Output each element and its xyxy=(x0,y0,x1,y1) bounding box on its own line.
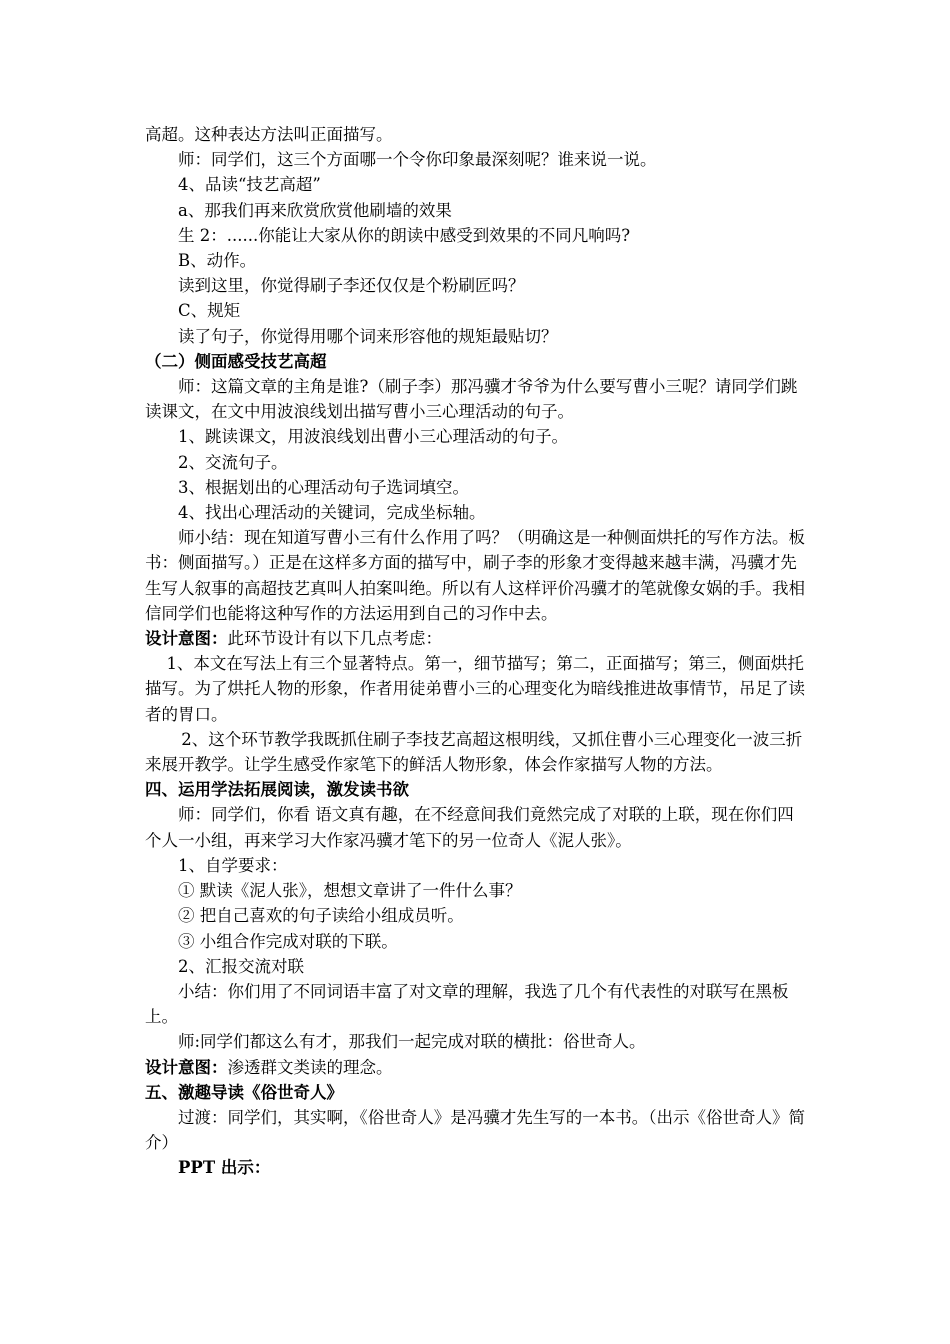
paragraph xyxy=(145,223,810,248)
paragraph xyxy=(145,248,810,273)
paragraph xyxy=(145,198,810,223)
paragraph-text: 五、激趣导读《俗世奇人》 xyxy=(145,1082,343,1102)
paragraph xyxy=(145,878,810,903)
paragraph-text: 2、交流句子。 xyxy=(178,452,288,472)
paragraph-text: 4、品读“技艺高超” xyxy=(178,175,321,195)
paragraph xyxy=(145,1029,810,1054)
paragraph xyxy=(145,450,810,475)
paragraph xyxy=(145,147,810,172)
paragraph-text: 高超。这种表达方法叫正面描写。 xyxy=(145,125,393,144)
paragraph-text: ① 默读《泥人张》，想想文章讲了一件什么事？ xyxy=(178,881,522,901)
paragraph xyxy=(145,626,810,651)
design-intent-label: 设计意图： xyxy=(145,629,228,649)
paragraph-text: PPT 出示： xyxy=(178,1158,271,1178)
paragraph-text: 师小结：现在知道写曹小三有什么作用了吗？（明确这是一种侧面烘托的写作方法。板书：侧面描写。）正是在这样多方面的描写中，刷子李的形象才变得越来越丰满，冯骥才先生写人叙事的高超技艺真叫人拍案叫绝。所以有人这样评价冯骥才的笔就像女娲的手。我相信同学们也能将这种写作的方法运用到自己的习作中去。 xyxy=(145,528,805,623)
paragraph-text: 过渡：同学们，其实啊，《俗世奇人》是冯骥才先生写的一本书。（出示《俗世奇人》简介） xyxy=(145,1107,805,1153)
paragraph-text: 渗透群文类读的理念。 xyxy=(227,1057,393,1077)
paragraph-text: （二）侧面感受技艺高超 xyxy=(145,351,327,371)
paragraph xyxy=(145,374,810,424)
section-heading xyxy=(145,777,810,802)
paragraph-text: 读了句子，你觉得用哪个词来形容他的规矩最贴切？ xyxy=(178,326,558,346)
paragraph-text: 师:同学们都这么有才，那我们一起完成对联的横批：俗世奇人。 xyxy=(178,1032,646,1052)
paragraph-text: 师：这篇文章的主角是谁?（刷子李）那冯骥才爷爷为什么要写曹小三呢？请同学们跳读课文，在文中用波浪线划出描写曹小三心理活动的句子。 xyxy=(145,377,798,422)
paragraph-text: 读到这里，你觉得刷子李还仅仅是个粉刷匠吗？ xyxy=(178,276,525,296)
paragraph xyxy=(145,475,810,500)
paragraph xyxy=(145,651,810,727)
paragraph xyxy=(145,802,810,852)
paragraph xyxy=(145,929,810,954)
paragraph xyxy=(145,1055,810,1080)
paragraph xyxy=(145,903,810,928)
paragraph xyxy=(145,424,810,449)
paragraph xyxy=(145,979,810,1029)
paragraph xyxy=(145,727,810,777)
paragraph-text: ③ 小组合作完成对联的下联。 xyxy=(178,931,398,951)
paragraph-text: a、那我们再来欣赏欣赏他刷墙的效果 xyxy=(178,200,452,220)
paragraph-text: 2、这个环节教学我既抓住刷子李技艺高超这根明线，又抓住曹小三心理变化一波三折来展开教学。让学生感受作家笔下的鲜活人物形象，体会作家描写人物的方法。 xyxy=(145,729,803,775)
paragraph xyxy=(145,172,810,197)
paragraph xyxy=(145,954,810,979)
document-body xyxy=(145,122,810,1181)
section-heading xyxy=(145,349,810,374)
paragraph xyxy=(145,324,810,349)
paragraph-text: ② 把自己喜欢的句子读给小组成员听。 xyxy=(178,906,464,926)
paragraph xyxy=(145,853,810,878)
paragraph-text: 四、运用学法拓展阅读，激发读书欲 xyxy=(145,780,409,800)
paragraph-text: 师：同学们，你看 语文真有趣，在不经意间我们竟然完成了对联的上联，现在你们四个人一小组，再来学习大作家冯骥才笔下的另一位奇人《泥人张》。 xyxy=(145,805,794,850)
paragraph-text: B、动作。 xyxy=(178,251,257,271)
paragraph-text: 1、自学要求： xyxy=(178,855,288,875)
paragraph xyxy=(145,122,810,147)
paragraph xyxy=(145,525,810,626)
paragraph-text: 师：同学们，这三个方面哪一个令你印象最深刻呢？谁来说一说。 xyxy=(178,150,657,170)
paragraph xyxy=(145,298,810,323)
paragraph-text: C、规矩 xyxy=(178,301,241,321)
paragraph-text: 2、汇报交流对联 xyxy=(178,956,304,976)
paragraph xyxy=(145,1105,810,1155)
design-intent-label: 设计意图： xyxy=(145,1057,228,1077)
paragraph-text: 生 2：......你能让大家从你的朗读中感受到效果的不同凡响吗? xyxy=(178,225,631,245)
paragraph-text: 3、根据划出的心理活动句子选词填空。 xyxy=(178,477,469,497)
paragraph-text: 1、跳读课文，用波浪线划出曹小三心理活动的句子。 xyxy=(178,427,568,447)
paragraph xyxy=(145,500,810,525)
paragraph-text: 1、本文在写法上有三个显著特点。第一，细节描写；第二，正面描写；第三，侧面烘托描写。为了烘托人物的形象，作者用徒弟曹小三的心理变化为暗线推进故事情节，吊足了读者的胃口。 xyxy=(145,654,805,724)
paragraph-text: 此环节设计有以下几点考虑： xyxy=(227,629,442,649)
section-heading xyxy=(145,1155,810,1180)
paragraph xyxy=(145,273,810,298)
paragraph-text: 小结：你们用了不同词语丰富了对文章的理解，我选了几个有代表性的对联写在黑板上。 xyxy=(145,981,789,1027)
paragraph-text: 4、找出心理活动的关键词，完成坐标轴。 xyxy=(178,503,486,523)
section-heading xyxy=(145,1080,810,1105)
